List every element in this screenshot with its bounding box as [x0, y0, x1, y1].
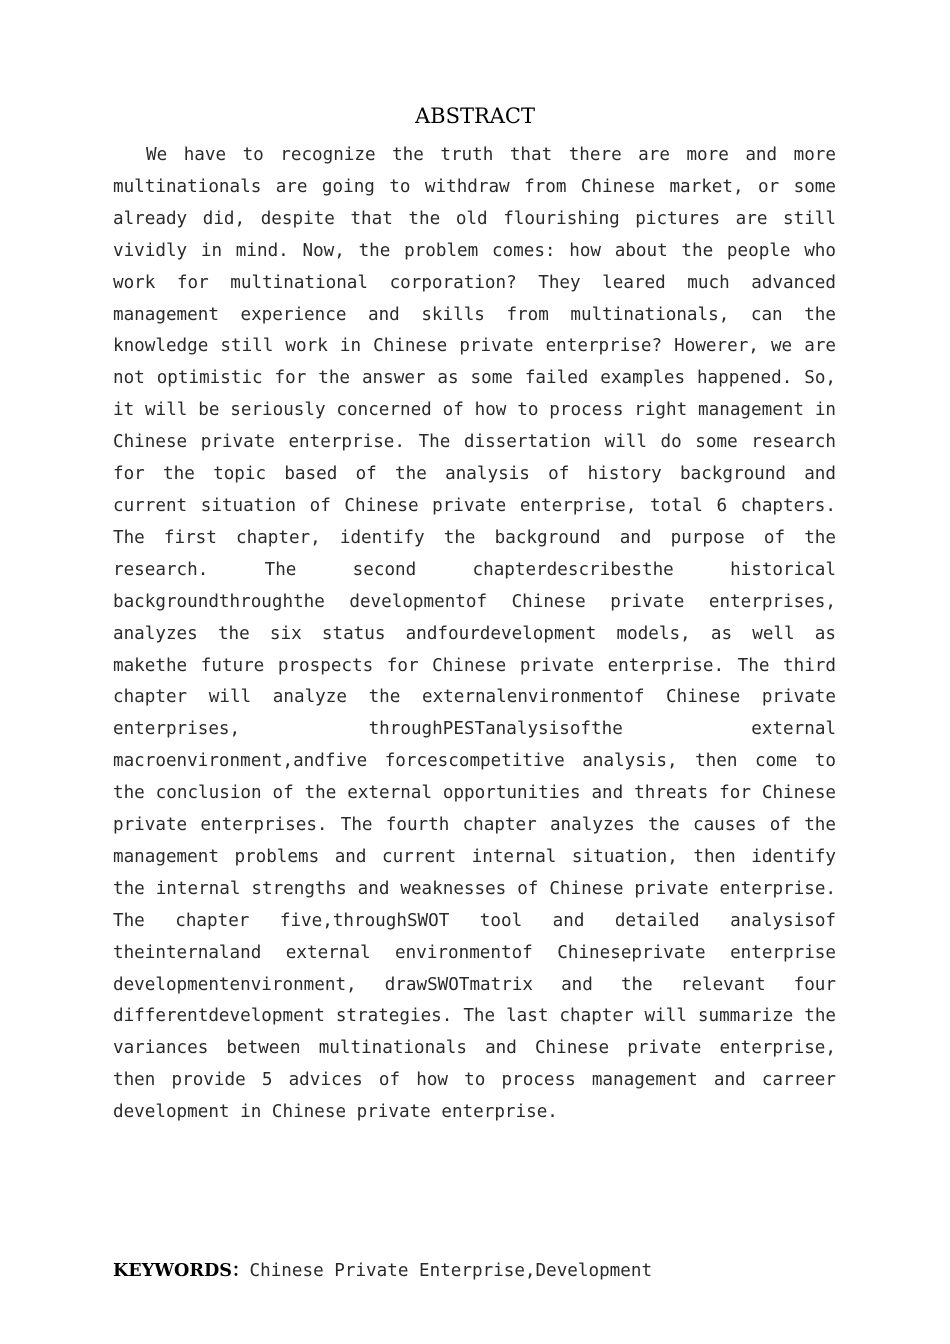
- abstract-title: ABSTRACT: [414, 104, 536, 128]
- keywords-label: KEYWORDS：: [113, 1260, 250, 1281]
- keywords-line: [113, 1257, 836, 1285]
- keywords-value: Chinese Private Enterprise,Development: [249, 1261, 653, 1281]
- abstract-body: We have to recognize the truth that there are more and more multinationals are going to withdraw from Chinese market, or some already did, despite that the old flourishing pictures are still vividly in mind. Now, the problem comes: how about the people who work for multinational corporation? They leared much advanced management experience and skills from multinationals, can the knowledge still work in Chinese private enterprise? Howerer, we are not optimistic for the answer as some failed examples happened. So, it will be seriously concerned of how to process right management in Chinese private enterprise. The dissertation will do some research for the topic based of the analysis of history background and current situation of Chinese private enterprise, total 6 chapters. The first chapter, identify the background and purpose of the research. The second chapterdescribesthe historical backgroundthroughthe developmentof Chinese private enterprises, analyzes the six status andfourdevelopment models, as well as makethe future prospects for Chinese private enterprise. The third chapter will analyze the externalenvironmentof Chinese private enterprises, throughPESTanalysisofthe external macroenvironment,andfive forcescompetitive analysis, then come to the conclusion of the external opportunities and threats for Chinese private enterprises. The fourth chapter analyzes the causes of the management problems and current internal situation, then identify the internal strengths and weaknesses of Chinese private enterprise. The chapter five,throughSWOT tool and detailed analysisof theinternaland external environmentof Chineseprivate enterprise developmentenvironment, drawSWOTmatrix and the relevant four differentdevelopment strategies. The last chapter will summarize the variances between multinationals and Chinese private enterprise, then provide 5 advices of how to process management and carreer development in Chinese private enterprise.: [113, 145, 836, 1123]
